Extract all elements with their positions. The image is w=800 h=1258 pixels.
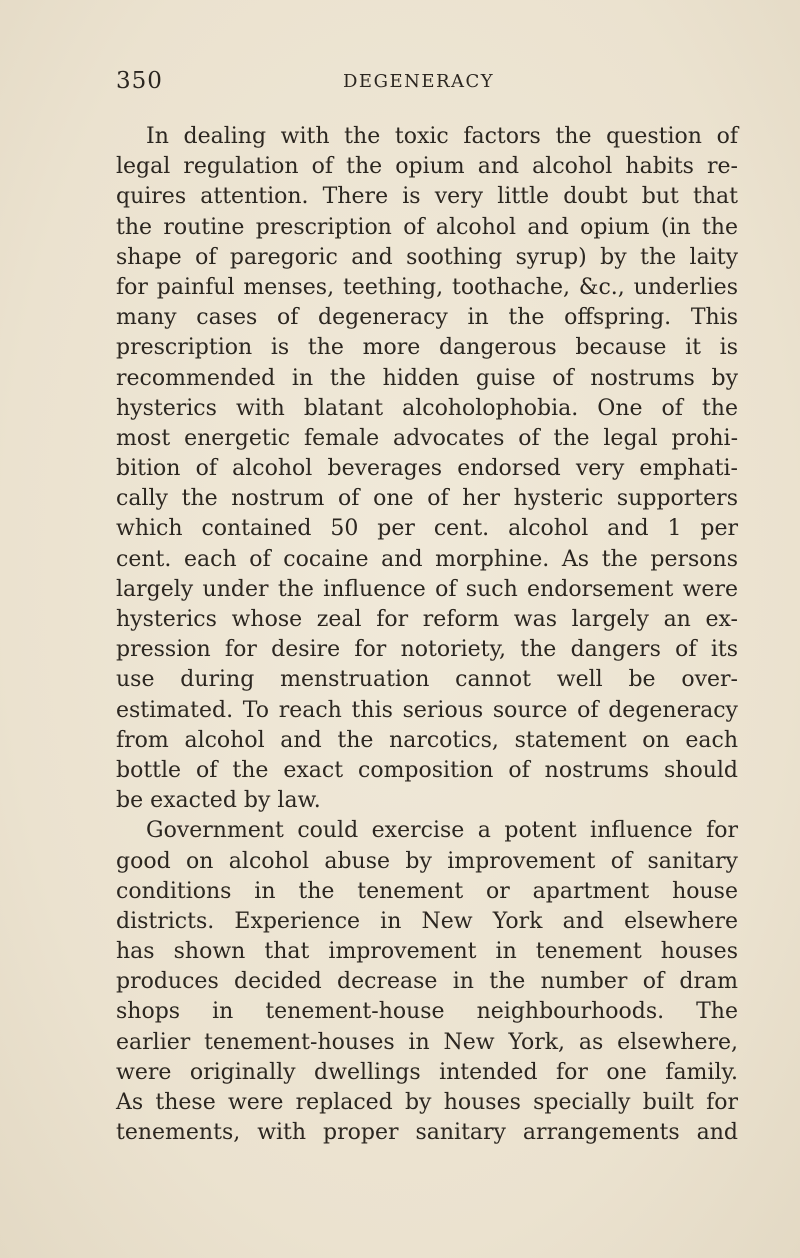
- text-line: pression for desire for notoriety, the dangers of its: [116, 637, 738, 663]
- text-line: cent. each of cocaine and morphine. As the persons: [116, 546, 738, 572]
- text-line: were originally dwellings intended for one family.: [116, 1059, 738, 1085]
- text-line: the routine prescription of alcohol and opium (in the: [116, 214, 738, 240]
- text-line: bition of alcohol beverages endorsed very emphati-: [116, 456, 738, 482]
- text-line: quires attention. There is very little doubt but that: [116, 184, 738, 210]
- page-number: 350: [116, 68, 163, 94]
- text-line: use during menstruation cannot well be over-: [116, 667, 738, 693]
- text-line: bottle of the exact composition of nostrums should: [116, 757, 738, 783]
- text-line: recommended in the hidden guise of nostrums by: [116, 365, 738, 391]
- text-line: for painful menses, teething, toothache, &c., underlies: [116, 274, 738, 300]
- text-line: be exacted by law.: [116, 788, 321, 814]
- text-line: As these were replaced by houses specially built for: [116, 1090, 738, 1115]
- text-line: estimated. To reach this serious source of degeneracy: [116, 697, 738, 723]
- text-line: most energetic female advocates of the legal prohi-: [116, 425, 738, 451]
- running-title: DEGENERACY: [343, 71, 495, 92]
- text-line: Government could exercise a potent influence for: [146, 818, 738, 844]
- text-line: which contained 50 per cent. alcohol and 1 per: [116, 516, 738, 542]
- text-line: In dealing with the toxic factors the question of: [146, 124, 738, 149]
- text-line: has shown that improvement in tenement houses: [116, 939, 738, 965]
- text-line: shops in tenement-house neighbourhoods. The: [116, 999, 738, 1025]
- text-line: shape of paregoric and soothing syrup) by the laity: [116, 244, 738, 270]
- text-line: good on alcohol abuse by improvement of sanitary: [116, 848, 738, 874]
- text-line: earlier tenement-houses in New York, as elsewhere,: [116, 1029, 738, 1055]
- running-head: [116, 68, 726, 104]
- text-line: prescription is the more dangerous because it is: [116, 335, 738, 361]
- text-line: legal regulation of the opium and alcohol habits re-: [116, 154, 738, 180]
- text-line: tenements, with proper sanitary arrangements and: [116, 1120, 738, 1146]
- text-line: produces decided decrease in the number of dram: [116, 969, 738, 995]
- text-line: cally the nostrum of one of her hysteric supporters: [116, 486, 738, 512]
- text-line: conditions in the tenement or apartment house: [116, 878, 738, 904]
- body-text: [116, 122, 738, 1148]
- text-line: hysterics whose zeal for reform was largely an ex-: [116, 607, 738, 632]
- text-line: districts. Experience in New York and elsewhere: [116, 908, 738, 934]
- text-line: many cases of degeneracy in the offspring. This: [116, 305, 738, 331]
- text-line: hysterics with blatant alcoholophobia. One of the: [116, 395, 738, 421]
- text-line: largely under the influence of such endorsement were: [116, 576, 738, 602]
- text-line: from alcohol and the narcotics, statement on each: [116, 727, 738, 753]
